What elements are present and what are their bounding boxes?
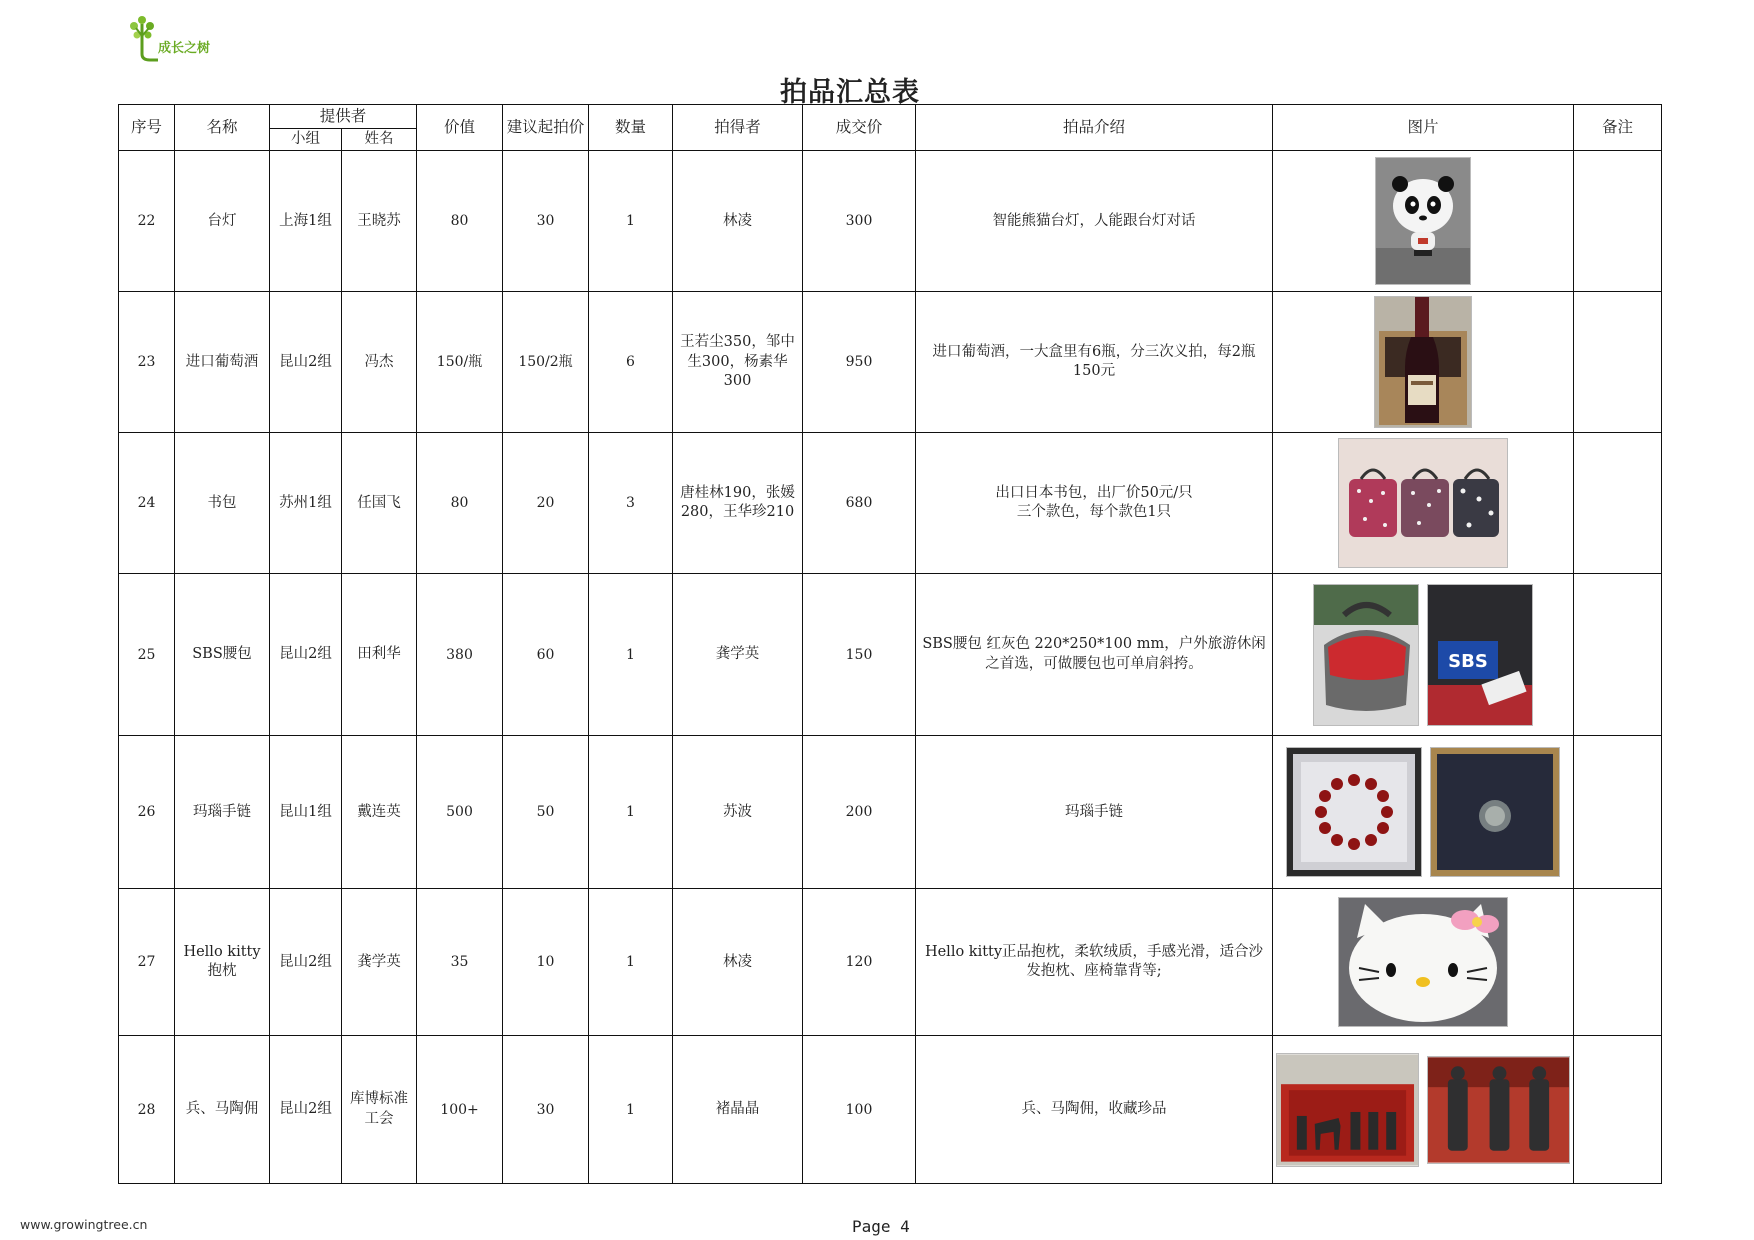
cell-final-price: 950	[803, 292, 916, 433]
cell-final-price: 150	[803, 574, 916, 736]
cell-seq: 28	[119, 1036, 175, 1184]
cell-image	[1273, 292, 1574, 433]
cell-note	[1574, 1036, 1662, 1184]
cell-quantity: 3	[589, 433, 673, 574]
header-winner: 拍得者	[673, 105, 803, 151]
cell-value: 380	[417, 574, 503, 736]
cell-name: Hello kitty抱枕	[175, 889, 270, 1036]
cell-quantity: 1	[589, 1036, 673, 1184]
cell-winner: 林凌	[673, 889, 803, 1036]
cell-person: 冯杰	[342, 292, 417, 433]
cell-start-price: 150/2瓶	[503, 292, 589, 433]
cell-value: 80	[417, 433, 503, 574]
header-provider: 提供者	[270, 105, 417, 129]
cell-seq: 27	[119, 889, 175, 1036]
header-person: 姓名	[342, 128, 417, 151]
cell-value: 100+	[417, 1036, 503, 1184]
cell-final-price: 200	[803, 736, 916, 889]
cell-quantity: 1	[589, 889, 673, 1036]
cell-value: 500	[417, 736, 503, 889]
cell-intro: SBS腰包 红灰色 220*250*100 mm，户外旅游休闲之首选，可做腰包也可单肩斜挎。	[916, 574, 1273, 736]
table-row	[119, 736, 1662, 889]
table-row	[119, 151, 1662, 292]
cell-name: 玛瑙手链	[175, 736, 270, 889]
cell-final-price: 680	[803, 433, 916, 574]
cell-image	[1273, 574, 1574, 736]
cell-intro: Hello kitty正品抱枕，柔软绒质，手感光滑，适合沙发抱枕、座椅靠背等;	[916, 889, 1273, 1036]
page-number: Page 4	[852, 1217, 910, 1236]
cell-image	[1273, 1036, 1574, 1184]
cell-start-price: 60	[503, 574, 589, 736]
header-quantity: 数量	[589, 105, 673, 151]
growing-tree-logo	[128, 14, 228, 64]
cell-value: 80	[417, 151, 503, 292]
cell-person: 库博标准工会	[342, 1036, 417, 1184]
cell-intro: 出口日本书包，出厂价50元/只 三个款色，每个款色1只	[916, 433, 1273, 574]
header-start-price: 建议起拍价	[503, 105, 589, 151]
cell-seq: 23	[119, 292, 175, 433]
table-row	[119, 574, 1662, 736]
cell-group: 昆山2组	[270, 1036, 342, 1184]
agate-bracelet-photo	[1286, 747, 1422, 877]
header-value: 价值	[417, 105, 503, 151]
wine-bottle-photo	[1374, 296, 1472, 428]
cell-group: 昆山2组	[270, 889, 342, 1036]
cell-final-price: 120	[803, 889, 916, 1036]
terracotta-warriors-photo	[1427, 1056, 1570, 1164]
page-title: 拍品汇总表	[780, 77, 920, 108]
cell-final-price: 100	[803, 1036, 916, 1184]
header-intro: 拍品介绍	[916, 105, 1273, 151]
cell-winner: 王若尘350，邹中生300，杨素华300	[673, 292, 803, 433]
cell-intro: 兵、马陶佣，收藏珍品	[916, 1036, 1273, 1184]
table-row	[119, 1036, 1662, 1184]
cell-winner: 褚晶晶	[673, 1036, 803, 1184]
cell-start-price: 30	[503, 151, 589, 292]
cell-start-price: 30	[503, 1036, 589, 1184]
terracotta-set-photo	[1276, 1053, 1419, 1167]
auction-summary-table	[118, 104, 1662, 1184]
cell-note	[1574, 889, 1662, 1036]
cell-person: 戴连英	[342, 736, 417, 889]
cell-quantity: 6	[589, 292, 673, 433]
cell-intro: 智能熊猫台灯，人能跟台灯对话	[916, 151, 1273, 292]
cell-group: 昆山2组	[270, 292, 342, 433]
cell-note	[1574, 736, 1662, 889]
cell-seq: 26	[119, 736, 175, 889]
table-row	[119, 433, 1662, 574]
header-group: 小组	[270, 128, 342, 151]
hello-kitty-pillow-photo	[1338, 897, 1508, 1027]
gift-box-photo	[1430, 747, 1560, 877]
cell-note	[1574, 433, 1662, 574]
cell-person: 任国飞	[342, 433, 417, 574]
cell-quantity: 1	[589, 151, 673, 292]
school-bags-photo	[1338, 438, 1508, 568]
cell-group: 苏州1组	[270, 433, 342, 574]
logo-text: 成长之树	[158, 41, 211, 56]
cell-quantity: 1	[589, 736, 673, 889]
cell-winner: 林凌	[673, 151, 803, 292]
footer-url: www.growingtree.cn	[20, 1217, 148, 1232]
cell-name: 兵、马陶佣	[175, 1036, 270, 1184]
cell-image	[1273, 889, 1574, 1036]
cell-intro: 玛瑙手链	[916, 736, 1273, 889]
cell-winner: 唐桂林190，张媛280，王华珍210	[673, 433, 803, 574]
cell-group: 昆山2组	[270, 574, 342, 736]
cell-value: 35	[417, 889, 503, 1036]
cell-seq: 24	[119, 433, 175, 574]
cell-seq: 25	[119, 574, 175, 736]
cell-group: 上海1组	[270, 151, 342, 292]
cell-quantity: 1	[589, 574, 673, 736]
cell-person: 王晓苏	[342, 151, 417, 292]
header-final-price: 成交价	[803, 105, 916, 151]
cell-seq: 22	[119, 151, 175, 292]
header-name: 名称	[175, 105, 270, 151]
waist-bag-photo	[1313, 584, 1419, 726]
header-image: 图片	[1273, 105, 1574, 151]
cell-person: 龚学英	[342, 889, 417, 1036]
cell-final-price: 300	[803, 151, 916, 292]
cell-image	[1273, 433, 1574, 574]
cell-start-price: 20	[503, 433, 589, 574]
sbs-tag-photo	[1427, 584, 1533, 726]
cell-note	[1574, 151, 1662, 292]
cell-value: 150/瓶	[417, 292, 503, 433]
cell-note	[1574, 292, 1662, 433]
cell-note	[1574, 574, 1662, 736]
cell-group: 昆山1组	[270, 736, 342, 889]
cell-image	[1273, 151, 1574, 292]
table-row	[119, 889, 1662, 1036]
cell-winner: 龚学英	[673, 574, 803, 736]
cell-name: 进口葡萄酒	[175, 292, 270, 433]
panda-lamp-photo	[1375, 157, 1471, 285]
header-note: 备注	[1574, 105, 1662, 151]
cell-name: 书包	[175, 433, 270, 574]
cell-intro: 进口葡萄酒，一大盒里有6瓶，分三次义拍，每2瓶150元	[916, 292, 1273, 433]
cell-image	[1273, 736, 1574, 889]
cell-winner: 苏波	[673, 736, 803, 889]
cell-name: 台灯	[175, 151, 270, 292]
cell-start-price: 10	[503, 889, 589, 1036]
cell-person: 田利华	[342, 574, 417, 736]
table-row	[119, 292, 1662, 433]
cell-name: SBS腰包	[175, 574, 270, 736]
header-seq: 序号	[119, 105, 175, 151]
cell-start-price: 50	[503, 736, 589, 889]
svg-text:SBS: SBS	[1448, 650, 1488, 672]
